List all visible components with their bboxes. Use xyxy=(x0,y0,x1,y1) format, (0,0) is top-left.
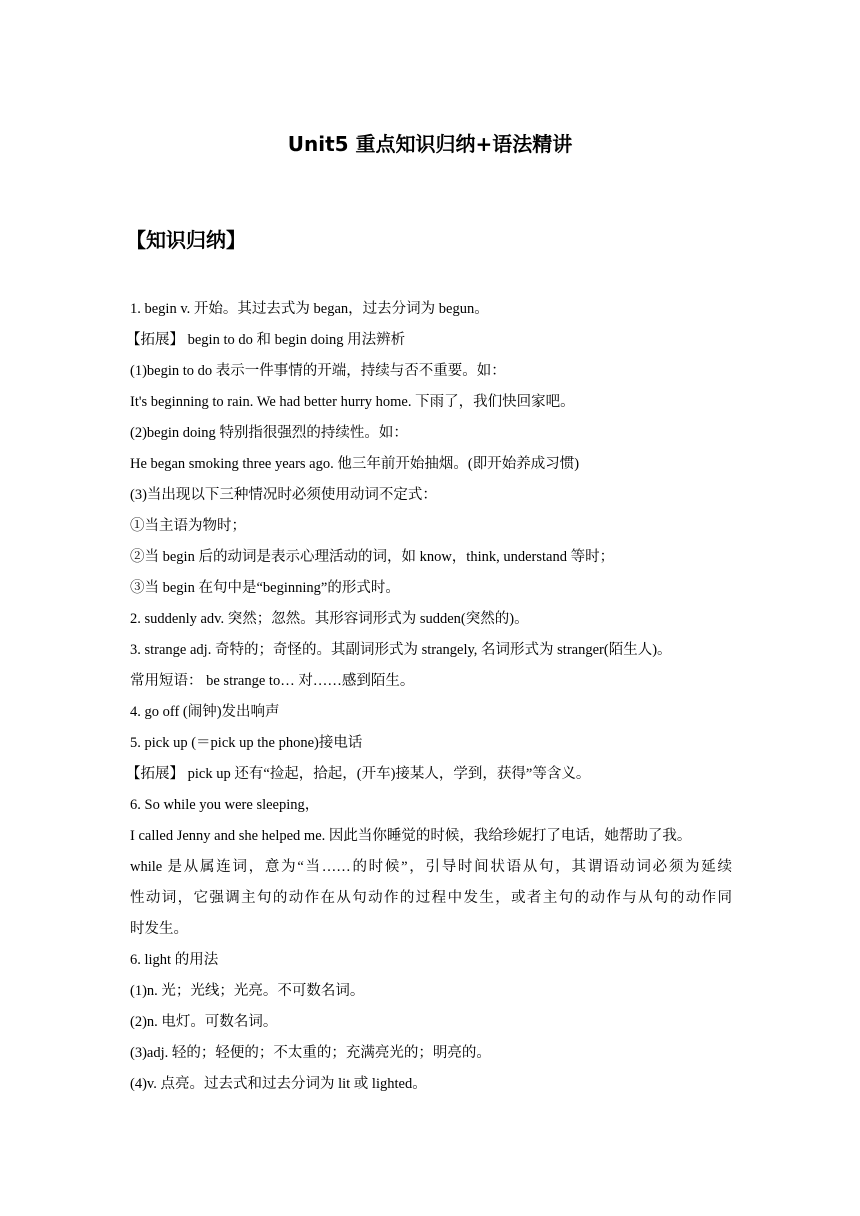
text-line: 性动词，它强调主句的动作在从句动作的过程中发生，或者主句的动作与从句的动作同 xyxy=(130,890,732,906)
text-line: ③当 begin 在句中是“beginning”的形式时。 xyxy=(130,580,400,596)
text-line: (1)begin to do 表示一件事情的开端，持续与否不重要。如： xyxy=(130,363,506,379)
document-title: Unit5 重点知识归纳+语法精讲 xyxy=(287,132,573,156)
text-line: 【拓展】 begin to do 和 begin doing 用法辨析 xyxy=(126,332,406,348)
text-line: (2)begin doing 特别指很强烈的持续性。如： xyxy=(130,425,408,441)
text-line: 常用短语： be strange to… 对……感到陌生。 xyxy=(130,673,415,689)
text-line: (1)n. 光；光线；光亮。不可数名词。 xyxy=(130,983,365,999)
text-line: 2. suddenly adv. 突然；忽然。其形容词形式为 sudden(突然的)。 xyxy=(130,611,529,627)
text-line: ①当主语为物时； xyxy=(130,518,246,534)
text-line: 1. begin v. 开始。其过去式为 began，过去分词为 begun。 xyxy=(130,301,489,317)
text-line: (3)adj. 轻的；轻便的；不太重的；充满亮光的；明亮的。 xyxy=(130,1045,491,1061)
text-line: ②当 begin 后的动词是表示心理活动的词，如 know，think, understand 等时； xyxy=(130,549,615,565)
text-line: 3. strange adj. 奇特的；奇怪的。其副词形式为 strangely, 名词形式为 stranger(陌生人)。 xyxy=(130,642,672,658)
text-line: It's beginning to rain. We had better hurry home. 下雨了，我们快回家吧。 xyxy=(130,394,575,410)
section-heading-knowledge-summary: 【知识归纳】 xyxy=(126,228,246,252)
text-line: (4)v. 点亮。过去式和过去分词为 lit 或 lighted。 xyxy=(130,1076,427,1092)
text-line: 时发生。 xyxy=(130,921,188,937)
text-line: 6. So while you were sleeping， xyxy=(130,797,320,813)
text-line: He began smoking three years ago. 他三年前开始抽烟。(即开始养成习惯) xyxy=(130,456,580,472)
text-line: while 是从属连词，意为“当……的时候”，引导时间状语从句，其谓语动词必须为延续 xyxy=(130,859,732,875)
text-line: 5. pick up (＝pick up the phone)接电话 xyxy=(130,735,363,751)
text-line: 【拓展】 pick up 还有“捡起，拾起，(开车)接某人，学到，获得”等含义。 xyxy=(126,766,591,782)
text-line: 4. go off (闹钟)发出响声 xyxy=(130,704,280,720)
document-body xyxy=(126,294,732,1100)
text-line: I called Jenny and she helped me. 因此当你睡觉的时候，我给珍妮打了电话，她帮助了我。 xyxy=(130,828,692,844)
text-line: (3)当出现以下三种情况时必须使用动词不定式： xyxy=(130,487,437,503)
text-line: 6. light 的用法 xyxy=(130,952,219,968)
text-line: (2)n. 电灯。可数名词。 xyxy=(130,1014,278,1030)
